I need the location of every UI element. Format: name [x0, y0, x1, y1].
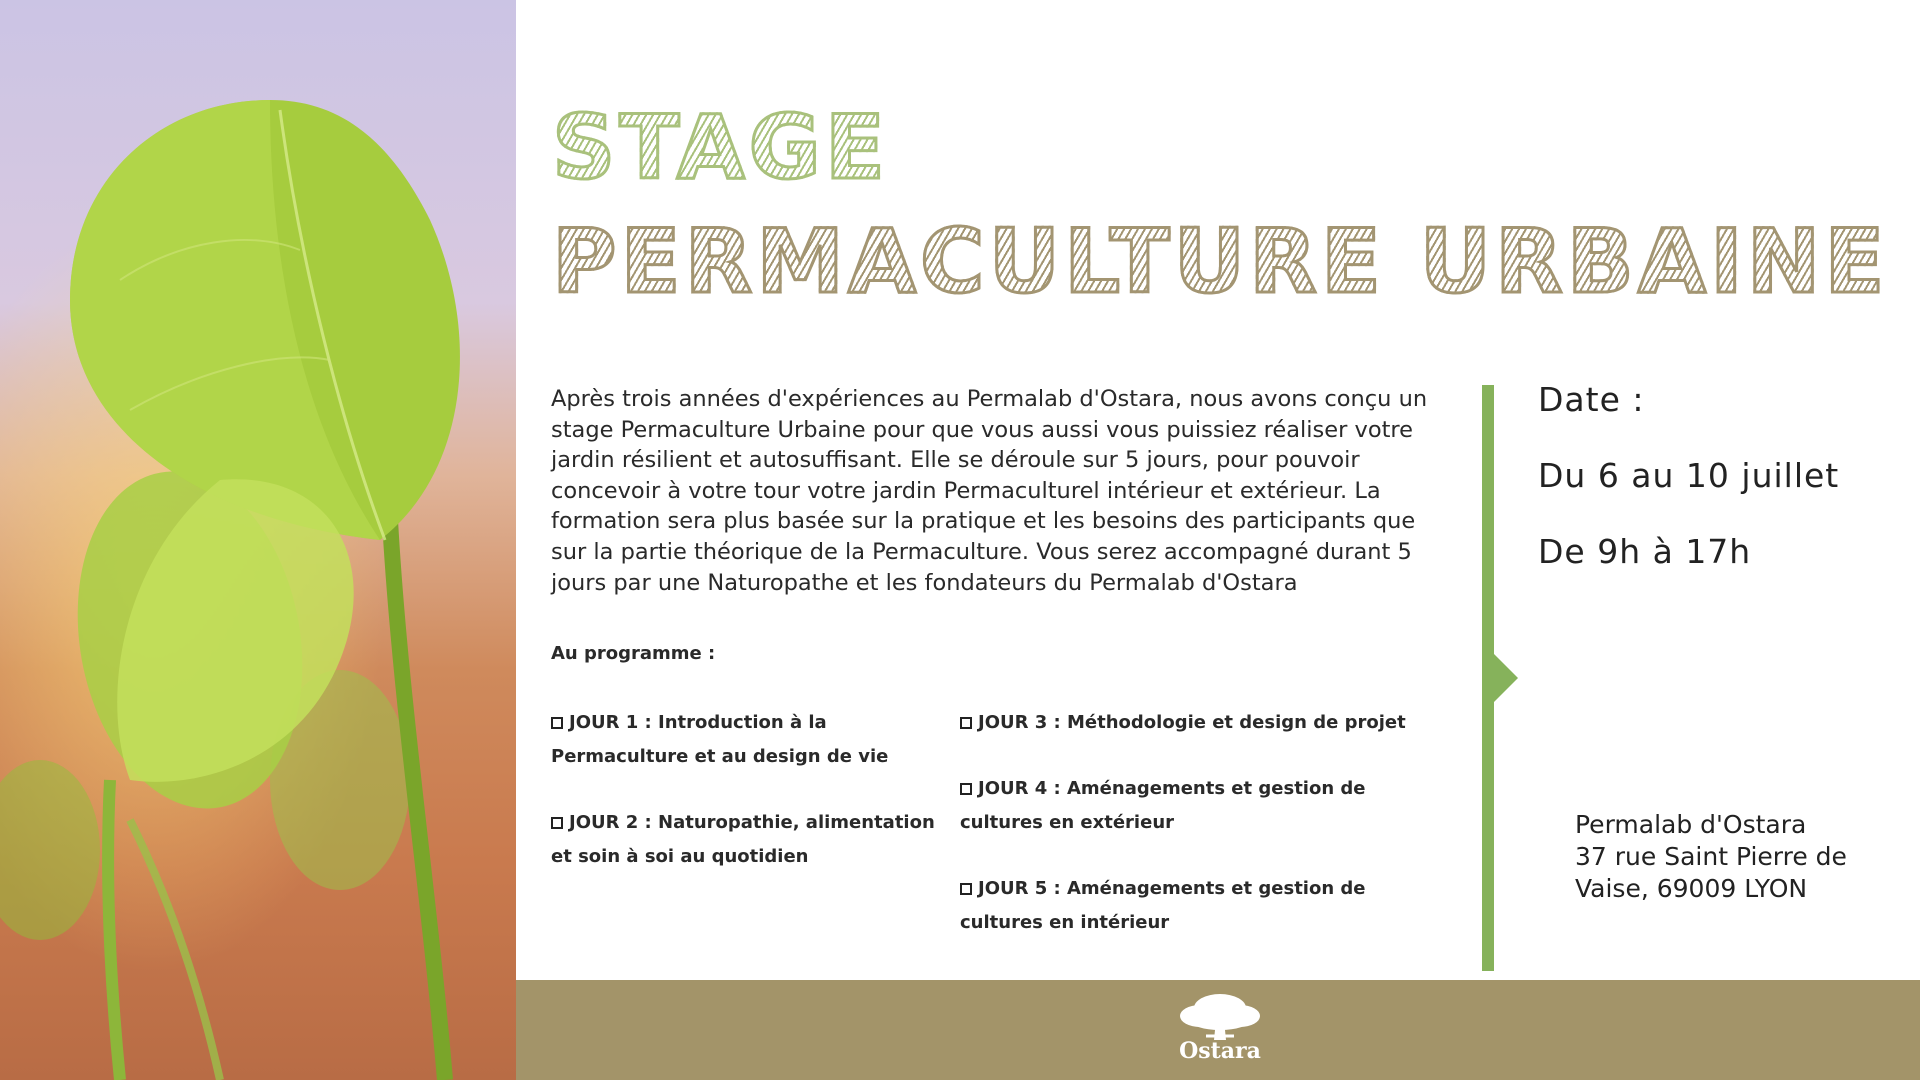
program-day-2: [551, 806, 941, 874]
date-block: [1538, 380, 1839, 608]
logo-text: Ostara: [1179, 1038, 1261, 1064]
program-day-1-text: JOUR 1 : Introduction à la Permaculture et au design de vie: [551, 712, 889, 767]
program-label: Au programme :: [551, 643, 716, 664]
program-day-3-text: JOUR 3 : Méthodologie et design de projet: [978, 712, 1406, 733]
divider-arrow-icon: [1494, 654, 1518, 702]
checkbox-icon: [960, 783, 972, 795]
program-column-left: [551, 706, 941, 906]
address-street: 37 rue Saint Pierre de: [1575, 842, 1847, 871]
program-day-4: [960, 772, 1450, 840]
date-label: Date :: [1538, 380, 1645, 419]
date-range: Du 6 au 10 juillet: [1538, 456, 1840, 495]
title-permaculture-urbaine: PERMACULTURE URBAINE: [552, 210, 1889, 313]
title-stage: STAGE: [552, 96, 890, 199]
plant-photo: [0, 0, 516, 1080]
checkbox-icon: [960, 883, 972, 895]
ostara-logo: [1172, 990, 1268, 1070]
checkbox-icon: [960, 717, 972, 729]
program-day-2-text: JOUR 2 : Naturopathie, alimentation et soin à soi au quotidien: [551, 812, 935, 867]
checkbox-icon: [551, 817, 563, 829]
address-city: Vaise, 69009 LYON: [1575, 874, 1808, 903]
program-column-right: [960, 706, 1450, 972]
vertical-divider: [1482, 385, 1494, 971]
program-day-4-text: JOUR 4 : Aménagements et gestion de cultures en extérieur: [960, 778, 1366, 833]
program-day-5-text: JOUR 5 : Aménagements et gestion de cultures en intérieur: [960, 878, 1366, 933]
program-day-3: [960, 706, 1450, 740]
program-day-5: [960, 872, 1450, 940]
program-day-1: [551, 706, 941, 774]
description-paragraph: Après trois années d'expériences au Permalab d'Ostara, nous avons conçu un stage Permaculture Urbaine pour que vous aussi vous puissiez réaliser votre jardin résilient et autosuffisant. Elle se déroule sur 5 jours, pour pouvoir concevoir à votre tour votre jardin Permaculturel intérieur et extérieur. La formation sera plus basée sur la pratique et les besoins des participants que sur la partie théorique de la Permaculture. Vous serez accompagné durant 5 jours par une Naturopathe et les fondateurs du Permalab d'Ostara: [551, 386, 1428, 596]
checkbox-icon: [551, 717, 563, 729]
date-hours: De 9h à 17h: [1538, 532, 1752, 571]
address-name: Permalab d'Ostara: [1575, 810, 1807, 839]
seedling-illustration: [0, 0, 516, 1080]
footer-bar: [516, 980, 1920, 1080]
address-block: [1575, 809, 1847, 905]
